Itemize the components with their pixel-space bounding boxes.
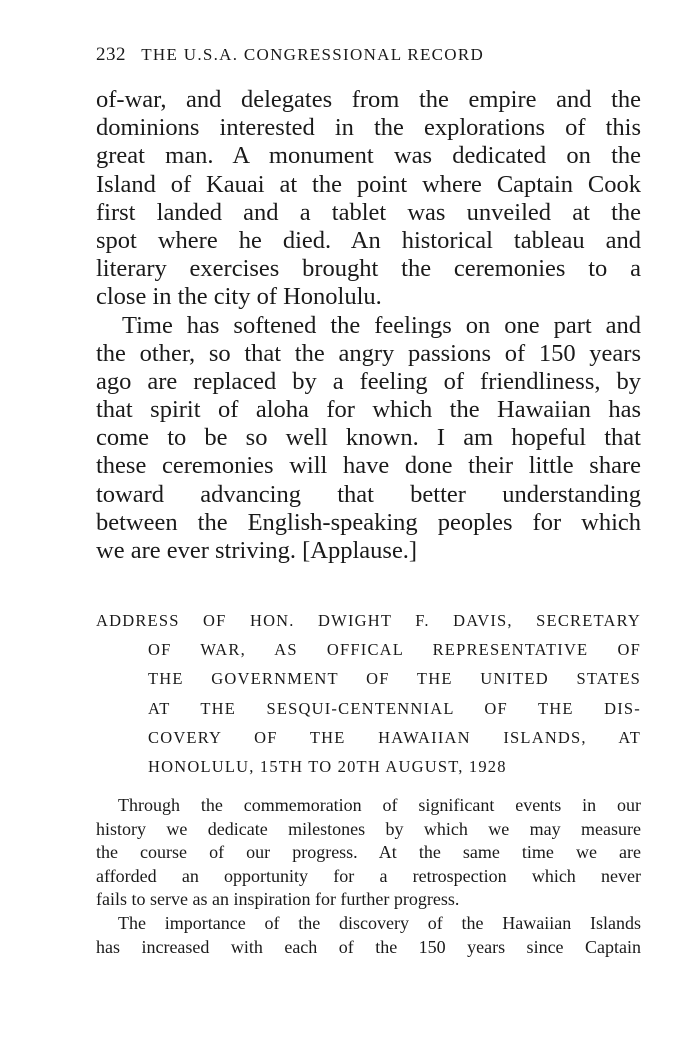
running-title: THE U.S.A. CONGRESSIONAL RECORD (141, 45, 485, 64)
text-line: dominions interested in the explorations of this (96, 114, 641, 142)
text-line: toward advancing that better understanding (96, 480, 641, 508)
text-line: the course of our progress. At the same time we are (96, 842, 641, 863)
text-line: spot where he died. An historical tableau and (96, 226, 641, 254)
text-line: we are ever striving. [Applause.] (96, 537, 418, 564)
text-line: The importance of the discovery of the Hawaiian Islands (118, 912, 641, 933)
heading-line: OF WAR, AS OFFICAL REPRESENTATIVE OF (148, 640, 641, 660)
heading-line: AT THE SESQUI-CENTENNIAL OF THE DIS- (148, 698, 641, 718)
address-heading (96, 606, 641, 781)
main-text (96, 86, 641, 565)
address-text (96, 794, 641, 959)
text-line: has increased with each of the 150 years since Captain (96, 936, 641, 957)
heading-line: HONOLULU, 15TH TO 20TH AUGUST, 1928 (148, 756, 507, 776)
page-number: 232 (96, 44, 126, 65)
text-line: Through the commemoration of significant events in our (118, 795, 641, 815)
text-line: close in the city of Honolulu. (96, 283, 382, 311)
text-line: between the English-speaking peoples for which (96, 508, 641, 536)
text-line: these ceremonies will have done their little share (96, 452, 641, 480)
text-line: first landed and a tablet was unveiled at the (96, 198, 641, 226)
text-line: ago are replaced by a feeling of friendliness, by (96, 367, 641, 395)
text-line: Island of Kauai at the point where Captain Cook (96, 170, 641, 198)
text-line: great man. A monument was dedicated on the (96, 142, 641, 170)
running-header (96, 44, 641, 66)
text-line: literary exercises brought the ceremonies to a (96, 255, 641, 283)
heading-line: COVERY OF THE HAWAIIAN ISLANDS, AT (148, 727, 641, 747)
text-line: Time has softened the feelings on one part and (122, 311, 641, 339)
text-line: fails to serve as an inspiration for further progress. (96, 889, 460, 910)
text-line: afforded an opportunity for a retrospection which never (96, 865, 641, 886)
text-line: that spirit of aloha for which the Hawaiian has (96, 396, 641, 424)
text-line: the other, so that the angry passions of 150 years (96, 339, 641, 367)
text-line: of-war, and delegates from the empire and the (96, 86, 641, 113)
text-line: come to be so well known. I am hopeful that (96, 424, 641, 452)
heading-line: THE GOVERNMENT OF THE UNITED STATES (148, 669, 641, 689)
heading-line: ADDRESS OF HON. DWIGHT F. DAVIS, SECRETARY (96, 611, 641, 630)
text-line: history we dedicate milestones by which we may measure (96, 818, 641, 839)
